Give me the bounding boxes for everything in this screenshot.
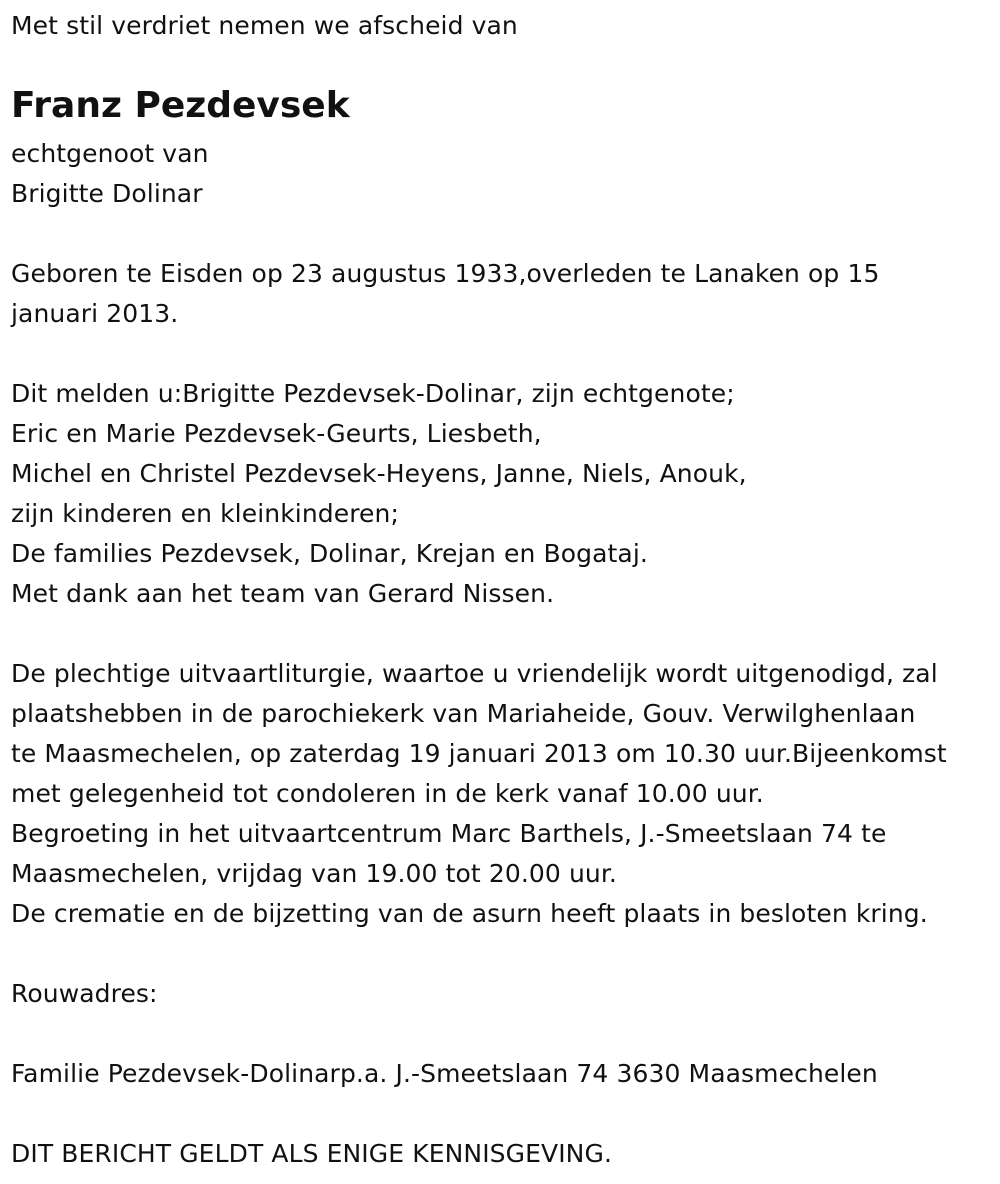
funeral-line: plaatshebben in de parochiekerk van Mariaheide, Gouv. Verwilghenlaan <box>11 699 916 728</box>
funeral-line: met gelegenheid tot condoleren in de kerk vanaf 10.00 uur. <box>11 779 764 808</box>
intro-line: Met stil verdriet nemen we afscheid van <box>11 11 518 40</box>
closing-statement: DIT BERICHT GELDT ALS ENIGE KENNISGEVING. <box>11 1139 612 1168</box>
mourning-address-label: Rouwadres: <box>11 979 158 1008</box>
announcers-line: Dit melden u:Brigitte Pezdevsek-Dolinar, zijn echtgenote; <box>11 379 735 408</box>
birth-death-line: januari 2013. <box>11 299 179 328</box>
announcers-line: zijn kinderen en kleinkinderen; <box>11 499 399 528</box>
announcers-line: Eric en Marie Pezdevsek-Geurts, Liesbeth, <box>11 419 542 448</box>
announcers-line: Michel en Christel Pezdevsek-Heyens, Janne, Niels, Anouk, <box>11 459 747 488</box>
spouse-line: echtgenoot van <box>11 139 209 168</box>
mourning-address: Familie Pezdevsek-Dolinarp.a. J.-Smeetslaan 74 3630 Maasmechelen <box>11 1059 878 1088</box>
spouse-block <box>11 134 209 214</box>
announcers-line: De families Pezdevsek, Dolinar, Krejan en Bogataj. <box>11 539 648 568</box>
deceased-name: Franz Pezdevsek <box>11 85 350 126</box>
announcers-line: Met dank aan het team van Gerard Nissen. <box>11 579 555 608</box>
funeral-line: te Maasmechelen, op zaterdag 19 januari 2013 om 10.30 uur.Bijeenkomst <box>11 739 947 768</box>
birth-death-block <box>11 254 879 334</box>
funeral-details-block <box>11 654 947 934</box>
announcers-block <box>11 374 747 614</box>
funeral-line: De crematie en de bijzetting van de asurn heeft plaats in besloten kring. <box>11 899 928 928</box>
funeral-line: De plechtige uitvaartliturgie, waartoe u vriendelijk wordt uitgenodigd, zal <box>11 659 938 688</box>
spouse-line: Brigitte Dolinar <box>11 179 203 208</box>
funeral-line: Begroeting in het uitvaartcentrum Marc Barthels, J.-Smeetslaan 74 te <box>11 819 887 848</box>
birth-death-line: Geboren te Eisden op 23 augustus 1933,overleden te Lanaken op 15 <box>11 259 880 288</box>
funeral-line: Maasmechelen, vrijdag van 19.00 tot 20.00 uur. <box>11 859 617 888</box>
